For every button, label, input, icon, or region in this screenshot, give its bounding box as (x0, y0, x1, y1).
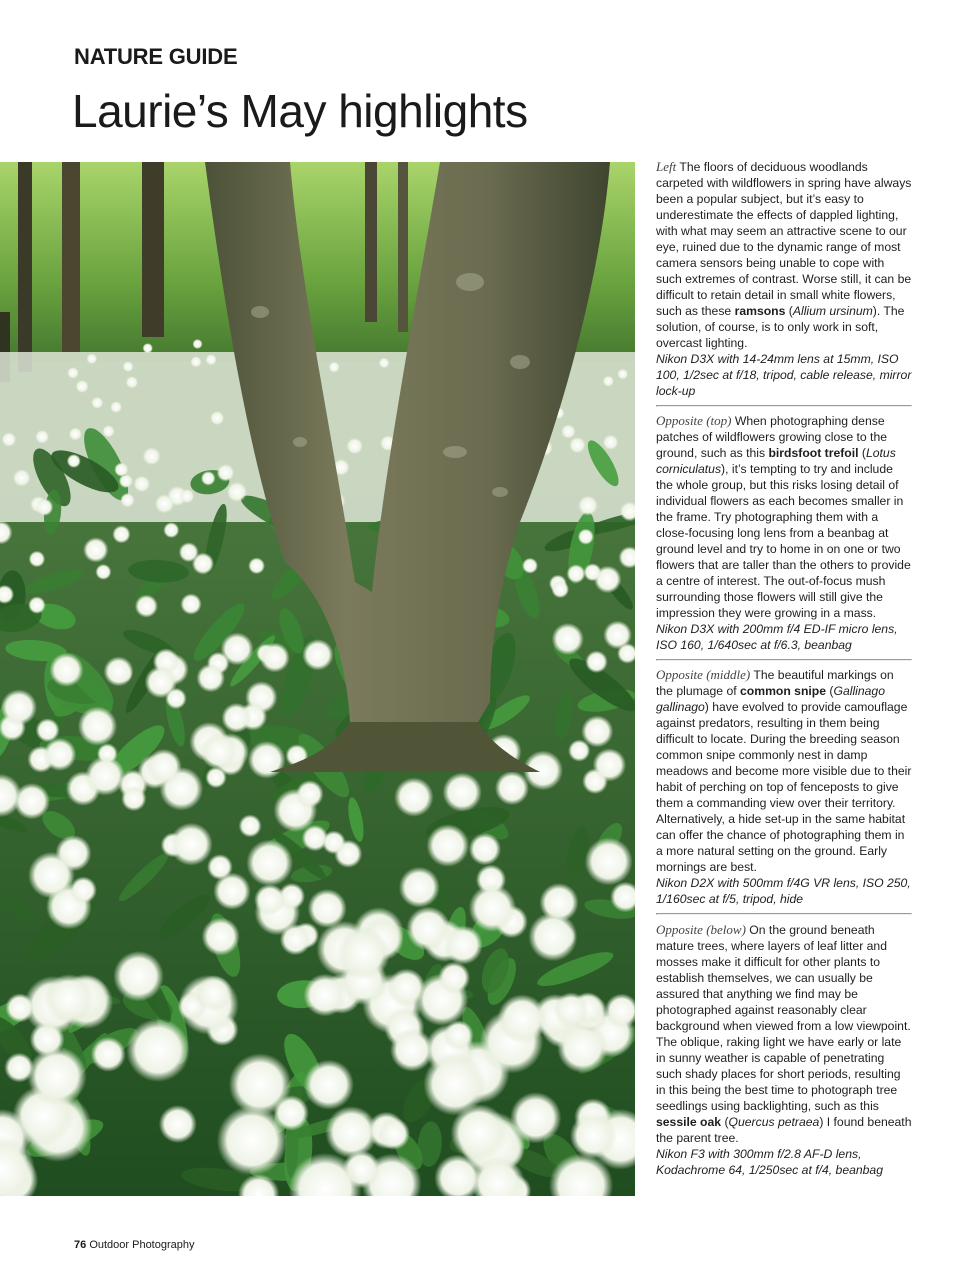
caption-lead: Opposite (middle) (656, 667, 751, 683)
woodland-photo (0, 162, 635, 1196)
caption-body-text: ( (785, 304, 793, 318)
caption-body-text: ). The solution, of course, is to only work in soft, overcast lighting. (656, 304, 905, 350)
caption-body-text: ( (826, 684, 834, 699)
page-number: 76 (74, 1239, 87, 1251)
latin-name: Allium ursinum (792, 304, 873, 318)
camera-specs: Nikon D3X with 14-24mm lens at 15mm, ISO 100, 1/2sec at f/18, tripod, cable release, mirror lock-up (656, 352, 912, 398)
page-footer (74, 1239, 195, 1251)
caption-lead: Left (656, 159, 677, 174)
caption-body-text: ( (858, 446, 866, 461)
caption-block (656, 159, 912, 399)
caption-lead: Opposite (top) (656, 413, 732, 429)
caption-block (656, 667, 912, 907)
camera-specs: Nikon F3 with 300mm f/2.8 AF-D lens, Kodachrome 64, 1/250sec at f/4, beanbag (656, 1146, 883, 1177)
caption-text (656, 667, 912, 875)
caption-divider (656, 659, 912, 661)
caption-block (656, 922, 912, 1178)
species-name: common snipe (740, 684, 827, 699)
species-name: ramsons (734, 304, 786, 318)
caption-body-text: ) I found beneath the parent tree. (656, 1114, 912, 1145)
latin-name: Gallinago gallinago (656, 684, 885, 715)
caption-body-text: The floors of deciduous woodlands carpeted with wildflowers in spring have always been a popular subject, but it’s easy to underestimate the effects of dappled lighting, with what may seem an attractive scene to our eye, ruined due to the dynamic range of most camera sensors being unable to cope with such extremes of contrast. Worse still, it can be difficult to retain detail in small white flowers, such as these (656, 160, 912, 318)
latin-name: Quercus petraea (728, 1114, 820, 1129)
caption-lead: Opposite (below) (656, 921, 746, 937)
caption-divider (656, 405, 912, 407)
caption-body-text: ) have evolved to provide camouflage against predators, resulting in them being difficult to locate. During the breeding season common snipe commonly nest in damp meadows and become more visible due to their habit of perching on top of fenceposts to give them a commanding view over their territory. Alternatively, a hide set-up in the same habitat can offer the chance of photographing them in a more natural setting on the ground. Early mornings are best. (656, 700, 912, 875)
caption-text (656, 922, 912, 1146)
caption-text (656, 413, 912, 621)
publication-name: Outdoor Photography (89, 1239, 195, 1251)
camera-specs: Nikon D2X with 500mm f/4G VR lens, ISO 250, 1/160sec at f/5, tripod, hide (656, 876, 911, 907)
caption-body-text: On the ground beneath mature trees, where layers of leaf litter and mosses make it difficult for other plants to establish themselves, we can usually be assured that anything we find may be photographed against reasonably clear background when viewed from a low viewpoint. The oblique, raking light we have early or late in sunny weather is capable of penetrating such shady places for short periods, resulting in this being the best time to photograph tree seedlings using backlighting, such as this (656, 922, 911, 1113)
species-name: birdsfoot trefoil (768, 446, 859, 461)
caption-block (656, 413, 912, 653)
caption-divider (656, 913, 912, 915)
section-label: NATURE GUIDE (74, 44, 238, 69)
caption-body-text: ( (721, 1114, 729, 1129)
caption-body-text: The beautiful markings on the plumage of (656, 668, 894, 699)
camera-specs: Nikon D3X with 200mm f/4 ED-IF micro lens, ISO 160, 1/640sec at f/6.3, beanbag (656, 622, 898, 653)
latin-name: Lotus corniculatus (656, 446, 896, 477)
caption-column (656, 159, 912, 1178)
caption-body-text: ), it’s tempting to try and include the whole group, but this risks losing detail of individual flowers as each becomes smaller in the frame. Try photographing them with a close-focusing long lens from a beanbag at ground level and try to home in on one or two flowers that are taller than the others to provide a centre of interest. The out-of-focus mush surrounding those flowers will still give the impression they were growing in a mass. (656, 462, 911, 621)
caption-text (656, 159, 912, 351)
species-name: sessile oak (656, 1114, 722, 1129)
caption-body-text: When photographing dense patches of wildflowers growing close to the ground, such as this (656, 414, 888, 461)
page-title: Laurie’s May highlights (72, 85, 528, 137)
